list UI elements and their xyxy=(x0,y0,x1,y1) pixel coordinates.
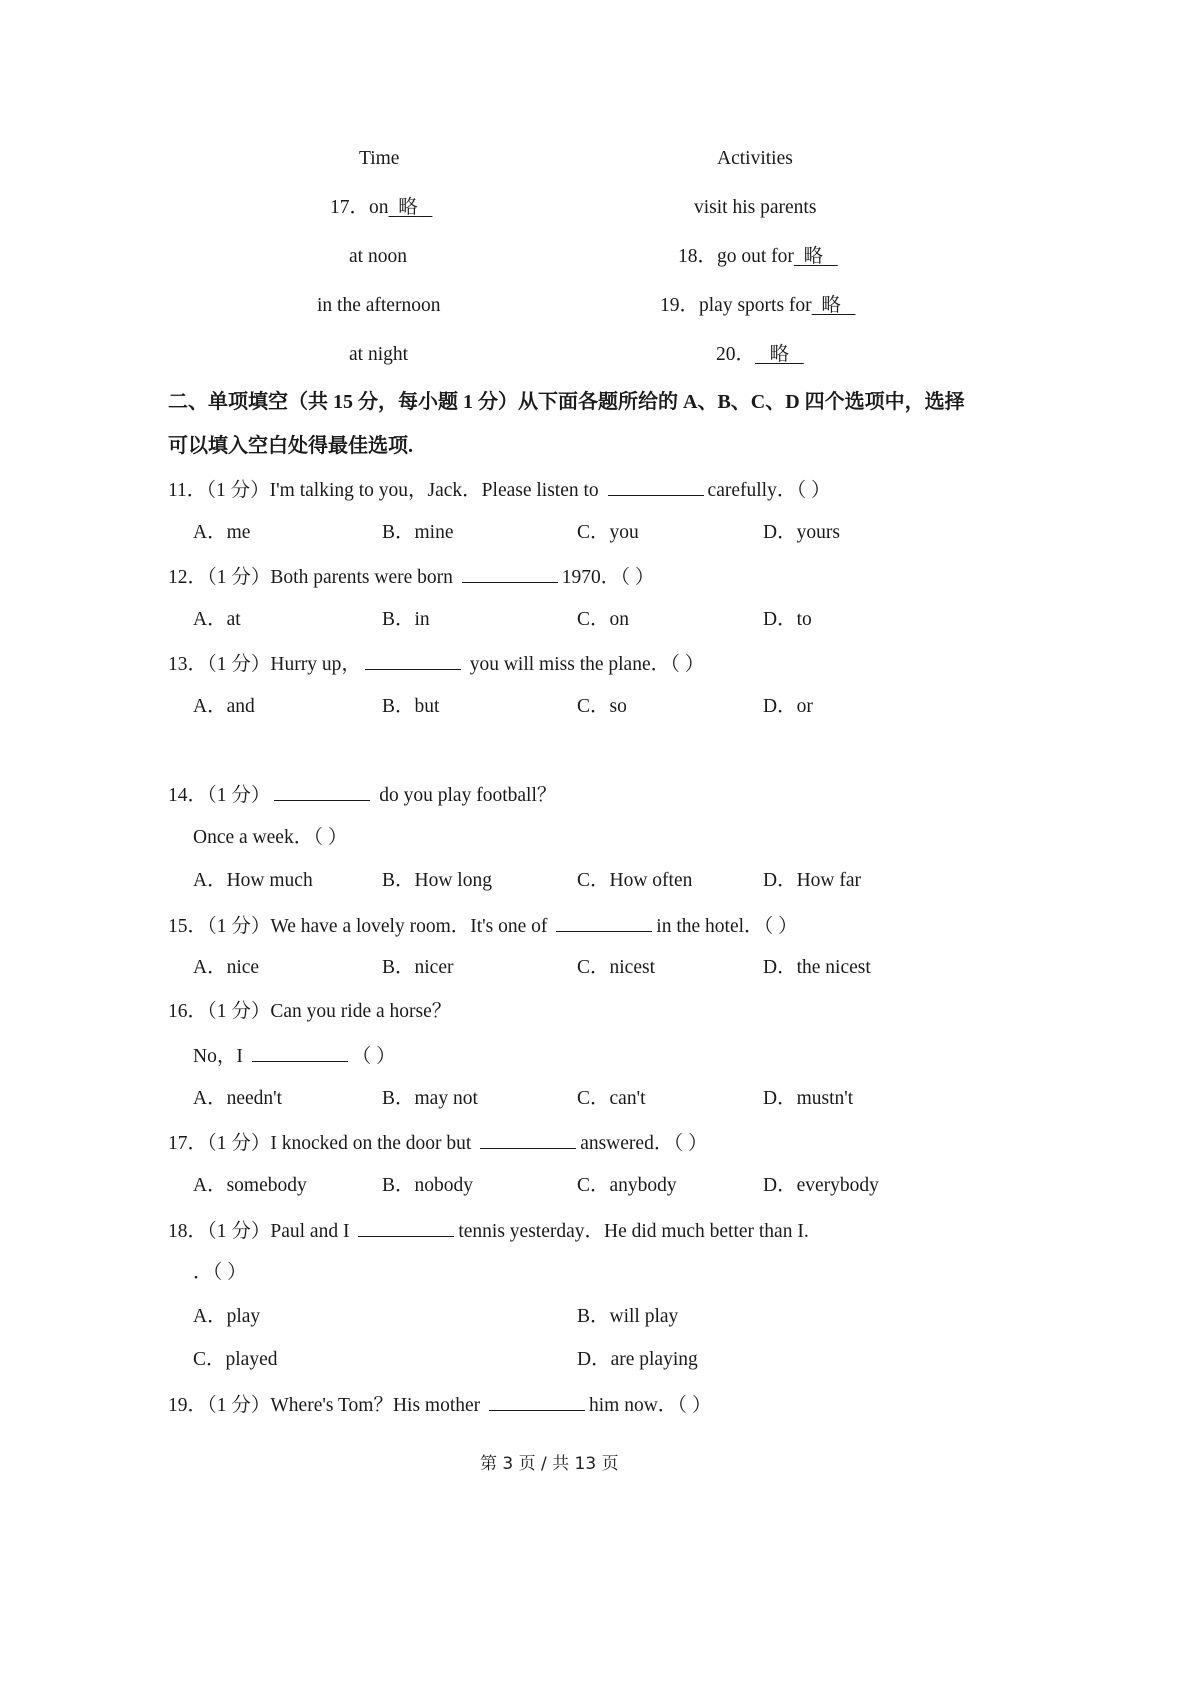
activity-prefix: 19．play sports for xyxy=(660,295,812,316)
table-row-20-time: at night xyxy=(349,344,409,365)
answer-blank xyxy=(365,651,461,670)
table-row-18-time: at noon xyxy=(349,246,407,267)
option-18-c[interactable]: C．played xyxy=(193,1349,278,1370)
option-11-b[interactable]: B．mine xyxy=(382,522,454,543)
option-12-c[interactable]: C．on xyxy=(577,609,630,630)
option-12-b[interactable]: B．in xyxy=(382,609,430,630)
table-row-18-activity xyxy=(678,245,838,269)
answer-blank: 略 xyxy=(398,197,418,218)
question-12: 12．（1 分）Both parents were born 1970．（ ） xyxy=(168,564,654,590)
answer-blank: 略 xyxy=(803,246,824,267)
table-row-19-time: in the afternoon xyxy=(317,295,441,316)
question-16-sub: No，I （ ） xyxy=(193,1043,396,1069)
answer-blank xyxy=(274,782,370,801)
question-11: 11．（1 分）I'm talking to you，Jack．Please listen to carefully．（ ） xyxy=(168,477,830,503)
option-17-d[interactable]: D．everybody xyxy=(763,1175,879,1196)
page-footer: 第 3 页 / 共 13 页 xyxy=(480,1454,619,1474)
table-header-activities: Activities xyxy=(717,148,793,169)
table-row-20-activity xyxy=(716,343,804,367)
option-11-c[interactable]: C．you xyxy=(577,522,639,543)
answer-blank xyxy=(608,477,704,496)
section-heading-line1: 二、单项填空（共 15 分，每小题 1 分）从下面各题所给的 A、B、C、D 四个选项中，选择 xyxy=(168,391,965,413)
option-13-a[interactable]: A．and xyxy=(193,696,255,717)
option-15-b[interactable]: B．nicer xyxy=(382,957,454,978)
question-14-sub: Once a week．（ ） xyxy=(193,827,348,848)
option-18-b[interactable]: B．will play xyxy=(577,1306,679,1327)
option-16-b[interactable]: B．may not xyxy=(382,1088,478,1109)
answer-blank xyxy=(252,1043,348,1062)
option-15-d[interactable]: D．the nicest xyxy=(763,957,871,978)
question-17: 17．（1 分）I knocked on the door but answered．（ ） xyxy=(168,1130,707,1156)
option-13-c[interactable]: C．so xyxy=(577,696,627,717)
answer-blank xyxy=(556,913,652,932)
activity-prefix: 18．go out for xyxy=(678,246,794,267)
option-11-a[interactable]: A．me xyxy=(193,522,251,543)
table-row-17-time xyxy=(330,196,432,220)
time-prefix: 17．on xyxy=(330,197,389,218)
option-18-a[interactable]: A．play xyxy=(193,1306,261,1327)
option-16-a[interactable]: A．needn't xyxy=(193,1088,283,1109)
table-row-19-activity xyxy=(660,294,856,318)
table-row-17-activity: visit his parents xyxy=(694,197,817,218)
option-12-d[interactable]: D．to xyxy=(763,609,812,630)
answer-blank: 略 xyxy=(821,295,841,316)
option-16-c[interactable]: C．can't xyxy=(577,1088,646,1109)
option-17-c[interactable]: C．anybody xyxy=(577,1175,677,1196)
option-18-d[interactable]: D．are playing xyxy=(577,1349,698,1370)
activity-prefix: 20． xyxy=(716,344,756,365)
question-18: 18．（1 分）Paul and I tennis yesterday．He did much better than I. xyxy=(168,1218,809,1244)
option-14-b[interactable]: B．How long xyxy=(382,870,492,891)
question-13: 13．（1 分）Hurry up， you will miss the plane．（ ） xyxy=(168,651,704,677)
option-15-a[interactable]: A．nice xyxy=(193,957,260,978)
question-14: 14．（1 分） do you play football？ xyxy=(168,782,556,808)
answer-blank: 略 xyxy=(769,344,790,365)
answer-blank xyxy=(358,1218,454,1237)
option-14-a[interactable]: A．How much xyxy=(193,870,313,891)
option-14-d[interactable]: D．How far xyxy=(763,870,862,891)
section-heading-line2: 可以填入空白处得最佳选项. xyxy=(168,435,413,457)
option-11-d[interactable]: D．yours xyxy=(763,522,840,543)
option-17-b[interactable]: B．nobody xyxy=(382,1175,474,1196)
option-12-a[interactable]: A．at xyxy=(193,609,241,630)
option-16-d[interactable]: D．mustn't xyxy=(763,1088,854,1109)
answer-blank xyxy=(489,1392,585,1411)
question-19: 19．（1 分）Where's Tom？His mother him now．（ ） xyxy=(168,1392,711,1418)
question-15: 15．（1 分）We have a lovely room．It's one of in the hotel．（ ） xyxy=(168,913,798,939)
option-13-d[interactable]: D．or xyxy=(763,696,813,717)
answer-blank xyxy=(462,564,558,583)
table-header-time: Time xyxy=(359,148,400,169)
question-18-sub: ．（ ） xyxy=(193,1262,247,1283)
answer-blank xyxy=(480,1130,576,1149)
option-15-c[interactable]: C．nicest xyxy=(577,957,655,978)
option-14-c[interactable]: C．How often xyxy=(577,870,693,891)
question-16: 16．（1 分）Can you ride a horse？ xyxy=(168,1001,452,1022)
option-13-b[interactable]: B．but xyxy=(382,696,440,717)
option-17-a[interactable]: A．somebody xyxy=(193,1175,307,1196)
